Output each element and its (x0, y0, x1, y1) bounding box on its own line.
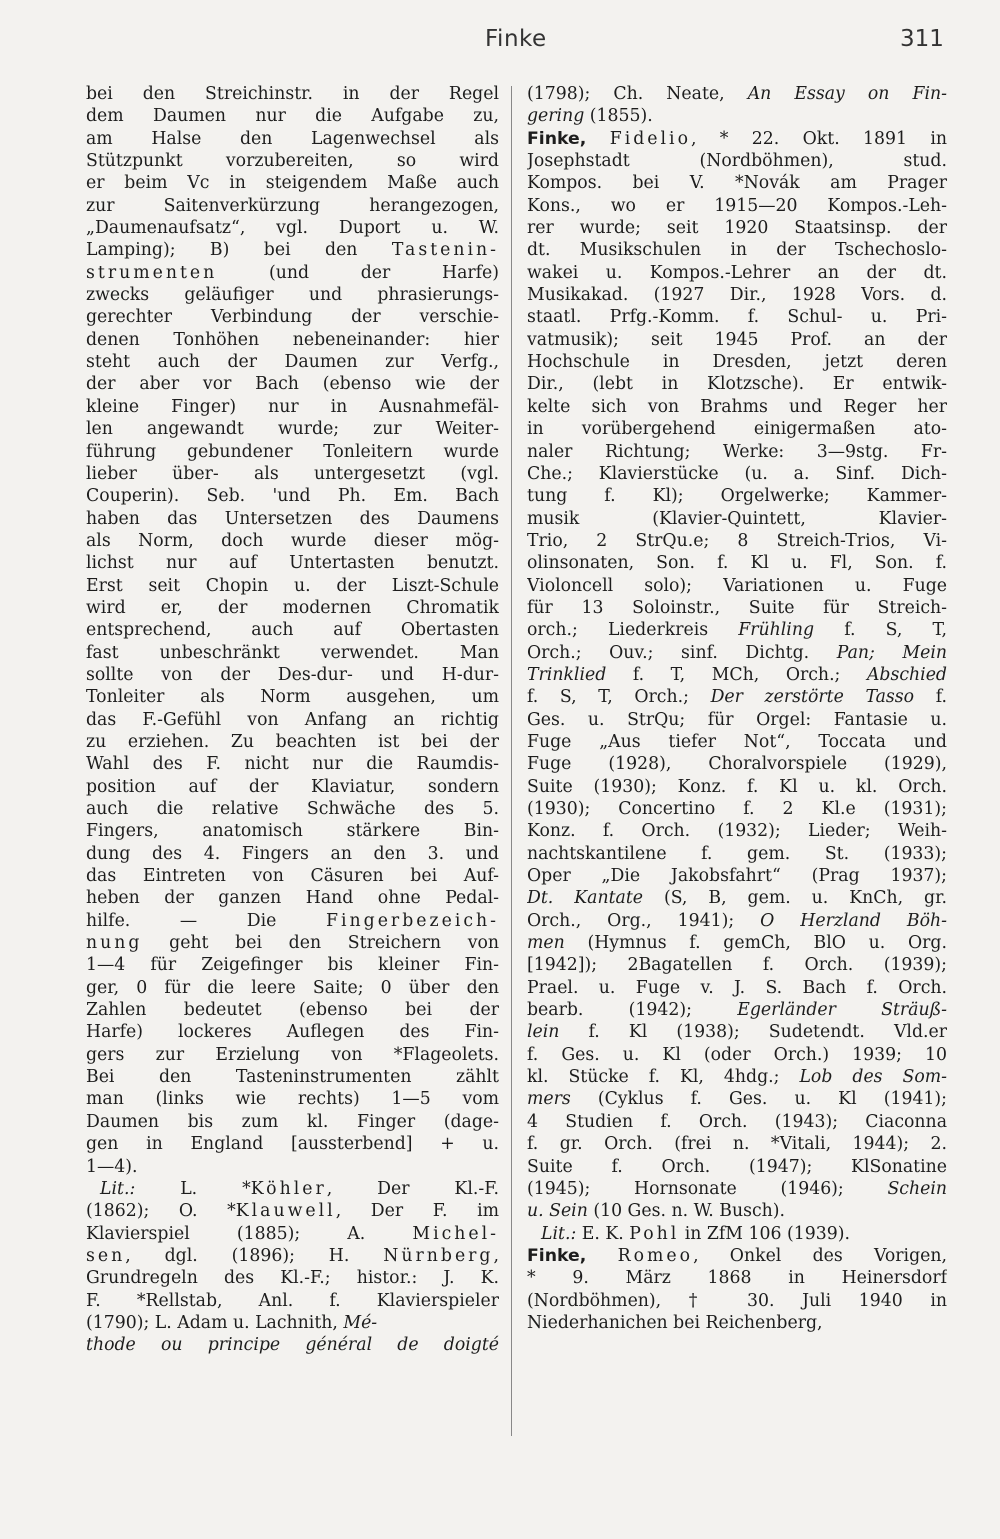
text-line (527, 195, 947, 217)
text-segment: in ZfM 106 (1939). (679, 1223, 850, 1244)
text-line (86, 1200, 499, 1222)
text-line (86, 954, 499, 976)
text-line (527, 642, 947, 664)
text-line (86, 1267, 499, 1289)
text-line (86, 1312, 499, 1334)
text-line (527, 284, 947, 306)
text-segment: das Eintreten von Cäsuren bei Auf- (86, 866, 499, 887)
text-segment: Orch., Org., 1941); (527, 910, 761, 931)
text-line (86, 329, 499, 351)
text-line (86, 686, 499, 708)
text-line (527, 418, 947, 440)
text-line (86, 642, 499, 664)
text-segment: Bei den Tasteninstrumenten zählt (86, 1067, 499, 1088)
text-segment: (Hymnus f. gemCh, BlO u. Org. (564, 933, 947, 954)
text-line (86, 977, 499, 999)
text-segment: (1855). (584, 106, 653, 127)
text-segment: Kompos. bei V. *Novák am Prager (527, 173, 947, 194)
text-segment: (und der Harfe) (217, 262, 499, 283)
text-segment: Suite f. Orch. (1947); KlSonatine (527, 1156, 947, 1177)
text-segment: Köhler (250, 1178, 327, 1199)
text-segment: dem Daumen nur die Aufgabe zu, (86, 106, 499, 127)
text-line (86, 575, 499, 597)
text-line (527, 798, 947, 820)
text-segment: Ges. u. StrQu; für Orgel: Fantasie u. (527, 709, 947, 730)
text-segment: Dir., (lebt in Klotzsche). Er entwik- (527, 374, 947, 395)
text-segment: , dgl. (1896); H. (125, 1245, 384, 1266)
text-line (86, 1290, 499, 1312)
text-line (527, 686, 947, 708)
page-number: 311 (900, 26, 944, 52)
text-segment: er beim Vc in steigendem Maße auch (86, 173, 499, 194)
text-line (86, 664, 499, 686)
text-segment: (10 Ges. n. W. Busch). (587, 1201, 786, 1222)
text-line (86, 999, 499, 1021)
text-line (527, 1245, 947, 1267)
text-segment: Trinklied (527, 664, 607, 685)
text-segment: steht auch der Daumen zur Verfg., (86, 352, 499, 373)
page-header (0, 18, 1000, 58)
text-line (527, 1267, 947, 1289)
text-line (86, 418, 499, 440)
entry-headword: Finke, (527, 128, 587, 149)
text-segment: 4 Studien f. Orch. (1943); Ciaconna (527, 1111, 947, 1132)
text-line (86, 552, 499, 574)
text-line (527, 262, 947, 284)
text-segment: f. S, T, Orch.; (527, 687, 711, 708)
text-segment: „Daumenaufsatz“, vgl. Duport u. W. (86, 218, 499, 239)
text-segment: f. Ges. u. Kl (oder Orch.) 1939; 10 (527, 1044, 947, 1065)
text-segment (586, 129, 609, 149)
text-line (527, 1178, 947, 1200)
text-segment: (S, B, gem. u. KnCh, gr. (643, 888, 947, 909)
text-segment: Wahl des F. nicht nur die Raumdis- (86, 754, 499, 775)
text-segment: Klavierspiel (1885); A. (86, 1223, 413, 1244)
text-segment: wakei u. Kompos.-Lehrer an der dt. (527, 262, 947, 283)
text-line (86, 351, 499, 373)
text-segment: musik (Klavier-Quintett, Klavier- (527, 508, 947, 529)
text-segment: E. K. (576, 1223, 630, 1244)
text-segment: olinsonaten, Son. f. Kl u. Fl, Son. f. (527, 553, 947, 574)
text-segment: auch die relative Schwäche des 5. (86, 799, 499, 819)
text-line (86, 731, 499, 753)
text-segment: Grundregeln des Kl.-F.; histor.: J. K. (86, 1268, 499, 1289)
text-segment: Harfe) lockeres Auflegen des Fin- (86, 1022, 499, 1043)
text-segment: Oper „Die Jakobsfahrt“ (Prag 1937); (527, 866, 947, 887)
text-segment: An Essay on Fin- (747, 84, 947, 104)
text-segment: men (527, 933, 565, 954)
text-line (527, 575, 947, 597)
text-segment: (Nordböhmen), † 30. Juli 1940 in (527, 1290, 947, 1311)
text-line (527, 463, 947, 485)
text-segment: F. *Rellstab, Anl. f. Klavierspieler (86, 1290, 499, 1311)
text-segment: Prael. u. Fuge v. J. S. Bach f. Orch. (527, 977, 947, 998)
text-segment: Fingers, anatomisch stärkere Bin- (86, 821, 499, 842)
text-line (86, 262, 499, 284)
text-line (86, 1156, 499, 1178)
text-segment: f. Kl (1938); Sudetendt. Vld.er (559, 1022, 947, 1043)
text-line (86, 1111, 499, 1133)
text-line (527, 105, 947, 127)
text-segment: L. * (135, 1178, 251, 1199)
text-segment: (1945); Hornsonate (1946); (527, 1178, 888, 1199)
text-line (527, 351, 947, 373)
text-line (86, 776, 499, 798)
text-line (86, 105, 499, 127)
text-segment: Abschied (866, 664, 947, 685)
text-line (86, 150, 499, 172)
text-segment: Orch.; Ouv.; sinf. Dichtg. (527, 642, 837, 663)
text-segment: f. S, T, (814, 620, 947, 641)
text-segment: Egerländer Sträuß- (737, 1000, 947, 1021)
text-line (86, 172, 499, 194)
text-line (86, 463, 499, 485)
text-segment: strumenten (86, 262, 218, 283)
text-line (527, 731, 947, 753)
text-line (86, 820, 499, 842)
text-segment: nung (86, 933, 143, 954)
text-segment: dung des 4. Fingers an den 3. und (86, 843, 499, 864)
text-segment: 1—4 für Zeigefinger bis kleiner Fin- (86, 955, 499, 976)
text-line (86, 441, 499, 463)
text-line (527, 664, 947, 686)
text-segment: (1790); L. Adam u. Lachnith, (86, 1312, 344, 1333)
text-line (527, 1111, 947, 1133)
text-segment: Romeo (617, 1245, 694, 1266)
text-line (527, 373, 947, 395)
text-segment: Frühling (738, 620, 815, 641)
text-line (86, 485, 499, 507)
text-segment: f. (914, 687, 947, 708)
text-segment: orch.; Liederkreis (527, 620, 739, 641)
text-line (86, 910, 499, 932)
text-line (86, 753, 499, 775)
text-segment: heben der ganzen Hand ohne Pedal- (86, 888, 499, 909)
text-line (86, 865, 499, 887)
text-segment: entsprechend, auch auf Obertasten (86, 620, 499, 641)
text-line (527, 597, 947, 619)
text-line (527, 508, 947, 530)
text-line (527, 1066, 947, 1088)
text-segment: Kons., wo er 1915—20 Kompos.-Leh- (527, 195, 947, 216)
text-line (527, 396, 947, 418)
text-segment: das F.-Gefühl von Anfang an richtig (86, 709, 499, 730)
text-segment: bei den Streichinstr. in der Regel (86, 84, 499, 104)
text-segment: Fingerbezeich- (326, 910, 499, 931)
text-segment: mers (527, 1089, 571, 1110)
text-segment: Dt. Kantate (527, 888, 644, 909)
text-line (86, 373, 499, 395)
text-segment: gen in England [aussterbend] + u. (86, 1134, 499, 1155)
text-segment: , * 22. Okt. 1891 in (690, 128, 947, 149)
text-segment: Zahlen bedeutet (ebenso bei der (86, 1000, 499, 1021)
text-line (86, 239, 499, 261)
text-line (86, 1066, 499, 1088)
text-line (86, 195, 499, 217)
text-line (86, 284, 499, 306)
text-line (527, 128, 947, 150)
text-line (86, 1245, 499, 1267)
text-line (86, 1021, 499, 1043)
text-segment: zu erziehen. Zu beachten ist bei der (86, 731, 499, 752)
text-segment: Fuge (1928), Choralvorspiele (1929), (527, 754, 947, 775)
text-segment: kelte sich von Brahms und Reger her (527, 396, 947, 417)
text-line (86, 709, 499, 731)
text-segment: Schein (887, 1178, 947, 1199)
text-segment: kl. Stücke f. Kl, 4hdg.; (527, 1067, 800, 1088)
text-segment: Lamping); B) bei den (86, 240, 392, 261)
text-segment: Klauwell (235, 1201, 336, 1222)
text-segment: Lit.: (100, 1178, 136, 1199)
text-line (527, 977, 947, 999)
text-line (86, 1178, 499, 1200)
text-segment: Fuge „Aus tiefer Not“, Toccata und (527, 731, 947, 752)
left-column (86, 83, 499, 1357)
text-segment: zur Saitenverkürzung herangezogen, (86, 195, 499, 216)
text-segment: Couperin). Seb. 'und Ph. Em. Bach (86, 486, 499, 507)
text-segment: Musikakad. (1927 Dir., 1928 Vors. d. (527, 285, 947, 306)
text-segment: Lob des Som- (799, 1067, 947, 1088)
text-segment: als Norm, doch wurde dieser mög- (86, 530, 499, 551)
text-segment: Fidelio (609, 128, 691, 149)
text-segment: Konz. f. Orch. (1932); Lieder; Weih- (527, 821, 947, 842)
text-segment: lein (527, 1022, 560, 1043)
text-line (527, 865, 947, 887)
text-segment: sollte von der Des-dur- und H-dur- (86, 664, 499, 685)
text-segment: Josephstadt (Nordböhmen), stud. (527, 151, 947, 172)
text-line (527, 239, 947, 261)
text-segment: lieber über- als untergesetzt (vgl. (86, 463, 499, 484)
text-segment: Daumen bis zum kl. Finger (dage- (86, 1111, 499, 1132)
text-line (527, 887, 947, 909)
text-segment: Stützpunkt vorzubereiten, so wird (86, 151, 499, 172)
text-segment: Michel- (412, 1223, 499, 1244)
text-segment: geht bei den Streichern von (142, 933, 499, 954)
text-segment: f. T, MCh, Orch.; (606, 664, 867, 685)
text-line (527, 1088, 947, 1110)
text-segment: Der zerstörte Tasso (710, 687, 915, 708)
text-segment: Pohl (629, 1223, 680, 1244)
text-line (86, 932, 499, 954)
text-segment: Tonleiter als Norm ausgehen, um (86, 687, 499, 708)
text-line (527, 619, 947, 641)
text-segment: kleine Finger) nur in Ausnahmefäl- (86, 396, 499, 417)
text-line (527, 83, 947, 105)
text-segment: , Onkel des Vorigen, (693, 1245, 947, 1266)
text-line (86, 217, 499, 239)
text-line (527, 1290, 947, 1312)
text-segment: Erst seit Chopin u. der Liszt-Schule (86, 575, 499, 596)
text-segment: Lit.: (541, 1223, 577, 1244)
text-line (527, 910, 947, 932)
text-segment: 1—4). (86, 1156, 138, 1177)
text-segment: hilfe. — Die (86, 910, 326, 931)
text-line (86, 1088, 499, 1110)
text-segment: Nürnberg (383, 1245, 494, 1266)
text-segment: , Der Kl.-F. (326, 1178, 499, 1199)
text-line (86, 530, 499, 552)
text-segment: * 9. März 1868 in Heinersdorf (527, 1268, 947, 1289)
text-line (86, 508, 499, 530)
text-segment (586, 1246, 617, 1266)
text-line (527, 441, 947, 463)
text-line (527, 776, 947, 798)
text-line (527, 843, 947, 865)
text-segment: f. gr. Orch. (frei n. *Vitali, 1944); 2. (527, 1134, 947, 1155)
text-segment: bearb. (1942); (527, 1000, 738, 1021)
text-segment: für 13 Soloinstr., Suite für Streich- (527, 597, 947, 618)
text-segment: Mé- (343, 1312, 378, 1333)
text-segment: dt. Musikschulen in der Tschechoslo- (527, 240, 947, 261)
text-line (86, 1334, 499, 1356)
text-segment: (1930); Concertino f. 2 Kl.e (1931); (527, 799, 947, 819)
text-segment: Hochschule in Dresden, jetzt deren (527, 352, 947, 373)
text-segment: rer wurde; seit 1920 Staatsinsp. der (527, 218, 947, 239)
text-segment: zwecks geläufiger und phrasierungs- (86, 285, 499, 306)
text-line (527, 172, 947, 194)
text-line (86, 619, 499, 641)
text-segment: gers zur Erzielung von *Flageolets. (86, 1044, 499, 1065)
text-segment: position auf der Klaviatur, sondern (86, 776, 499, 797)
text-line (86, 597, 499, 619)
text-segment: ger, 0 für die leere Saite; 0 über den (86, 977, 499, 998)
text-segment: tung f. Kl); Orgelwerke; Kammer- (527, 486, 947, 507)
text-line (527, 329, 947, 351)
text-segment: staatl. Prfg.-Komm. f. Schul- u. Pri- (527, 307, 947, 328)
text-segment: [1942]); 2Bagatellen f. Orch. (1939); (527, 955, 947, 976)
text-segment: , Der F. im (335, 1201, 499, 1222)
text-line (527, 1223, 947, 1245)
text-segment: denen Tonhöhen nebeneinander: hier (86, 329, 499, 350)
text-segment: len angewandt wurde; zur Weiter- (86, 419, 499, 440)
right-column (527, 83, 947, 1334)
text-line (86, 396, 499, 418)
text-segment: man (links wie rechts) 1—5 vom (86, 1089, 499, 1110)
text-segment: Che.; Klavierstücke (u. a. Sinf. Dich- (527, 463, 947, 484)
text-line (527, 306, 947, 328)
text-segment: (1798); Ch. Neate, (527, 84, 748, 104)
text-segment: O Herzland Böh- (760, 910, 947, 931)
text-line (527, 820, 947, 842)
text-segment: Pan; Mein (836, 642, 947, 663)
column-divider (511, 86, 512, 1436)
text-line (527, 753, 947, 775)
text-line (527, 1200, 947, 1222)
text-segment: thode ou principe général de doigté (86, 1335, 499, 1356)
text-segment: naler Richtung; Werke: 3—9stg. Fr- (527, 441, 947, 462)
text-line (527, 485, 947, 507)
text-segment: vatmusik); seit 1945 Prof. an der (527, 329, 947, 350)
text-line (527, 1044, 947, 1066)
text-segment: (1862); O. * (86, 1201, 236, 1222)
text-segment: lichst nur auf Untertasten benutzt. (86, 553, 499, 574)
text-segment: gering (527, 106, 585, 127)
text-line (86, 1133, 499, 1155)
text-line (527, 150, 947, 172)
text-segment: gerechter Verbindung der verschie- (86, 307, 499, 328)
text-segment: in vorübergehend einigermaßen ato- (527, 419, 947, 440)
text-line (527, 530, 947, 552)
text-line (527, 999, 947, 1021)
text-line (527, 709, 947, 731)
text-segment: sen (86, 1245, 126, 1266)
text-segment: wird er, der modernen Chromatik (86, 597, 499, 618)
text-segment: haben das Untersetzen des Daumens (86, 508, 499, 529)
text-line (86, 798, 499, 820)
text-segment: Trio, 2 StrQu.e; 8 Streich-Trios, Vi- (527, 530, 947, 551)
text-line (86, 887, 499, 909)
text-line (527, 932, 947, 954)
running-head: Finke (485, 26, 547, 52)
text-line (86, 843, 499, 865)
text-line (86, 306, 499, 328)
text-line (527, 1133, 947, 1155)
text-segment: Tastenin- (391, 240, 499, 261)
text-line (527, 217, 947, 239)
text-segment: der aber vor Bach (ebenso wie der (86, 374, 499, 395)
entry-headword: Finke, (527, 1245, 587, 1266)
text-line (527, 1156, 947, 1178)
text-segment: Suite (1930); Konz. f. Kl u. kl. Orch. (527, 776, 947, 797)
text-line (86, 83, 499, 105)
text-line (527, 552, 947, 574)
text-segment: nachtskantilene f. gem. St. (1933); (527, 843, 947, 864)
text-segment: führung gebundener Tonleitern wurde (86, 441, 499, 462)
text-segment: am Halse den Lagenwechsel als (86, 128, 499, 149)
text-line (527, 954, 947, 976)
text-segment: u. Sein (527, 1201, 588, 1222)
text-line (86, 1044, 499, 1066)
text-line (86, 128, 499, 150)
text-line (86, 1223, 499, 1245)
text-segment: Niederhanichen bei Reichenberg, (527, 1312, 823, 1333)
text-segment: (Cyklus f. Ges. u. Kl (1941); (570, 1089, 947, 1110)
text-line (527, 1312, 947, 1334)
text-segment: , (493, 1245, 499, 1266)
text-segment: Violoncell solo); Variationen u. Fuge (527, 575, 947, 596)
text-segment: fast unbeschränkt verwendet. Man (86, 642, 499, 663)
text-line (527, 1021, 947, 1043)
